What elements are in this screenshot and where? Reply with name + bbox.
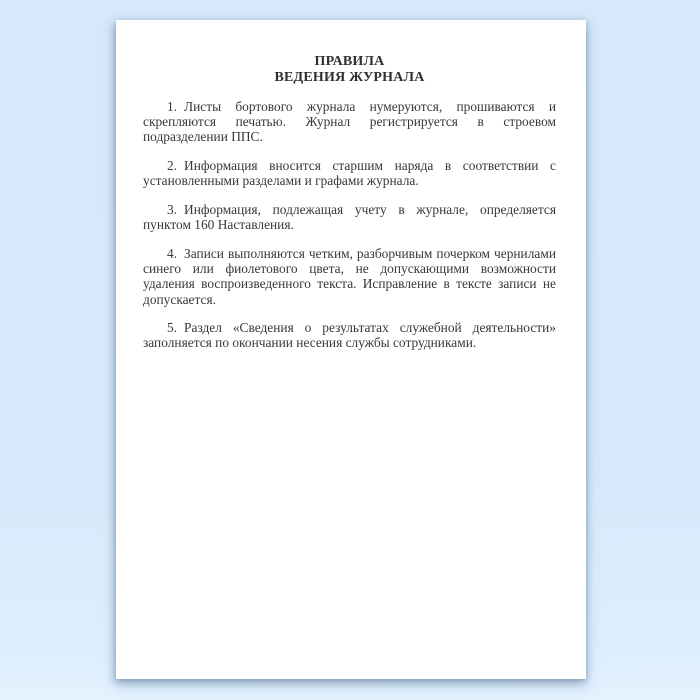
paragraph-number: 3. — [167, 202, 178, 218]
paragraph-number: 5. — [167, 320, 178, 336]
document-title-line-2: ВЕДЕНИЯ ЖУРНАЛА — [274, 70, 425, 85]
rule-paragraph-5 — [143, 320, 556, 350]
paragraph-text: Раздел «Сведения о результатах служебной деятельности» заполняется по окончании несения службы сотрудниками. — [143, 320, 556, 351]
document-page — [116, 20, 586, 679]
paragraph-text: Информация вносится старшим наряда в соответствии с установленными разделами и графами журнала. — [143, 158, 556, 189]
paragraph-text: Записи выполняются четким, разборчивым почерком чернилами синего или фиолетового цвета, не допускающими возможности удаления воспроизведенного текста. Исправление в тексте записи не допускается. — [143, 245, 556, 307]
paragraph-number: 1. — [167, 99, 178, 114]
paragraph-text: Листы бортового журнала нумеруются, прошиваются и скрепляются печатью. Журнал регистрируется в строевом подразделении ППС. — [143, 99, 556, 145]
rule-paragraph-2 — [143, 158, 556, 188]
document-title — [143, 54, 556, 86]
rule-paragraph-1 — [143, 99, 556, 145]
rule-paragraph-3 — [143, 202, 556, 232]
rule-paragraph-4 — [143, 246, 556, 307]
paragraph-text: Информация, подлежащая учету в журнале, определяется пунктом 160 Наставления. — [143, 202, 556, 233]
document-title-line-1: ПРАВИЛА — [314, 54, 385, 69]
paragraph-number: 4. — [167, 245, 178, 261]
paragraph-number: 2. — [167, 158, 178, 174]
